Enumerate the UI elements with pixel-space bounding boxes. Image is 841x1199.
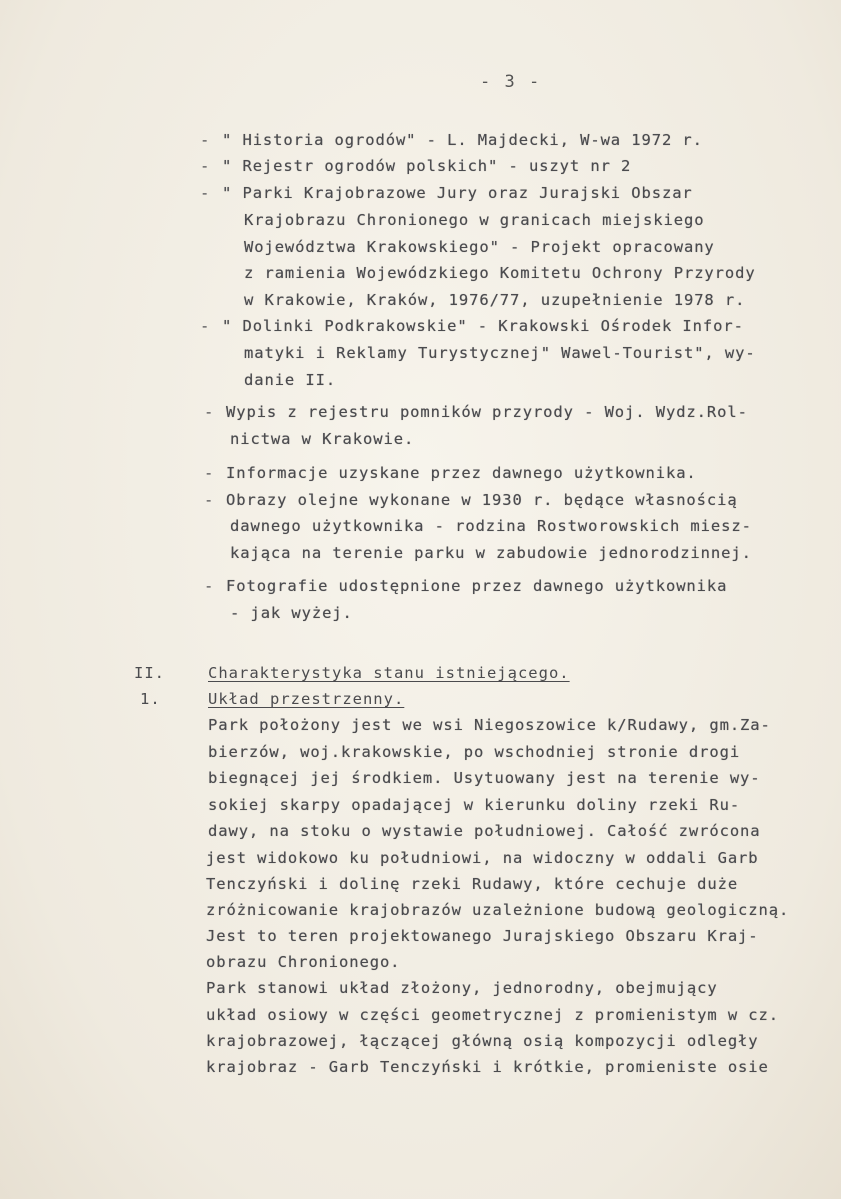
body-line: krajobraz - Garb Tenczyński i krótkie, promieniste osie	[206, 1058, 769, 1076]
source-line: kająca na terenie parku w zabudowie jednorodzinnej.	[230, 544, 752, 562]
body-line: bierzów, woj.krakowskie, po wschodniej stronie drogi	[208, 743, 741, 761]
list-dash: -	[204, 464, 214, 482]
body-line: Park położony jest we wsi Niegoszowice k/Rudawy, gm.Za-	[208, 716, 771, 734]
list-dash: -	[200, 131, 210, 149]
page-number: - 3 -	[480, 72, 542, 92]
source-line: nictwa w Krakowie.	[230, 430, 415, 448]
source-line: Informacje uzyskane przez dawnego użytkownika.	[226, 464, 697, 482]
body-line: Tenczyński i dolinę rzeki Rudawy, które cechuje duże	[206, 875, 739, 893]
source-line: - jak wyżej.	[230, 604, 353, 622]
list-dash: -	[200, 184, 210, 202]
source-line: " Rejestr ogrodów polskich" - uszyt nr 2	[222, 157, 632, 175]
source-line: z ramienia Wojewódzkiego Komitetu Ochrony Przyrody	[244, 264, 756, 282]
list-dash: -	[204, 577, 214, 595]
body-line: Jest to teren projektowanego Jurajskiego Obszaru Kraj-	[206, 927, 759, 945]
body-line: obrazu Chronionego.	[206, 953, 401, 971]
subsection-title: Układ przestrzenny.	[208, 690, 405, 708]
section-number: II.	[134, 664, 165, 682]
section-title: Charakterystyka stanu istniejącego.	[208, 664, 570, 682]
source-line: Obrazy olejne wykonane w 1930 r. będące własnością	[226, 491, 738, 509]
source-line: " Parki Krajobrazowe Jury oraz Jurajski Obszar	[222, 184, 693, 202]
body-line: układ osiowy w części geometrycznej z promienistym w cz.	[206, 1006, 779, 1024]
body-line: dawy, na stoku o wystawie południowej. Całość zwrócona	[208, 822, 761, 840]
body-line: jest widokowo ku południowi, na widoczny w oddali Garb	[206, 849, 759, 867]
source-line: danie II.	[244, 371, 337, 389]
source-line: w Krakowie, Kraków, 1976/77, uzupełnienie 1978 r.	[244, 291, 746, 309]
body-line: Park stanowi układ złożony, jednorodny, obejmujący	[206, 979, 718, 997]
source-line: " Dolinki Podkrakowskie" - Krakowski Ośrodek Infor-	[222, 317, 744, 335]
source-line: Wypis z rejestru pomników przyrody - Woj. Wydz.Rol-	[226, 403, 748, 421]
source-line: matyki i Reklamy Turystycznej" Wawel-Tourist", wy-	[244, 344, 756, 362]
source-line: Fotografie udostępnione przez dawnego użytkownika	[226, 577, 728, 595]
list-dash: -	[200, 317, 210, 335]
list-dash: -	[204, 491, 214, 509]
source-line: Województwa Krakowskiego" - Projekt opracowany	[244, 238, 715, 256]
source-line: Krajobrazu Chronionego w granicach miejskiego	[244, 211, 705, 229]
list-dash: -	[200, 157, 210, 175]
list-dash: -	[204, 403, 214, 421]
body-line: sokiej skarpy opadającej w kierunku doliny rzeki Ru-	[208, 796, 741, 814]
source-line: " Historia ogrodów" - L. Majdecki, W-wa 1972 r.	[222, 131, 703, 149]
source-line: dawnego użytkownika - rodzina Rostworowskich miesz-	[230, 517, 752, 535]
subsection-number: 1.	[140, 690, 161, 708]
body-line: biegnącej jej środkiem. Usytuowany jest na terenie wy-	[208, 769, 761, 787]
body-line: krajobrazowej, łączącej główną osią kompozycji odległy	[206, 1032, 759, 1050]
body-line: zróżnicowanie krajobrazów uzależnione budową geologiczną.	[206, 901, 790, 919]
